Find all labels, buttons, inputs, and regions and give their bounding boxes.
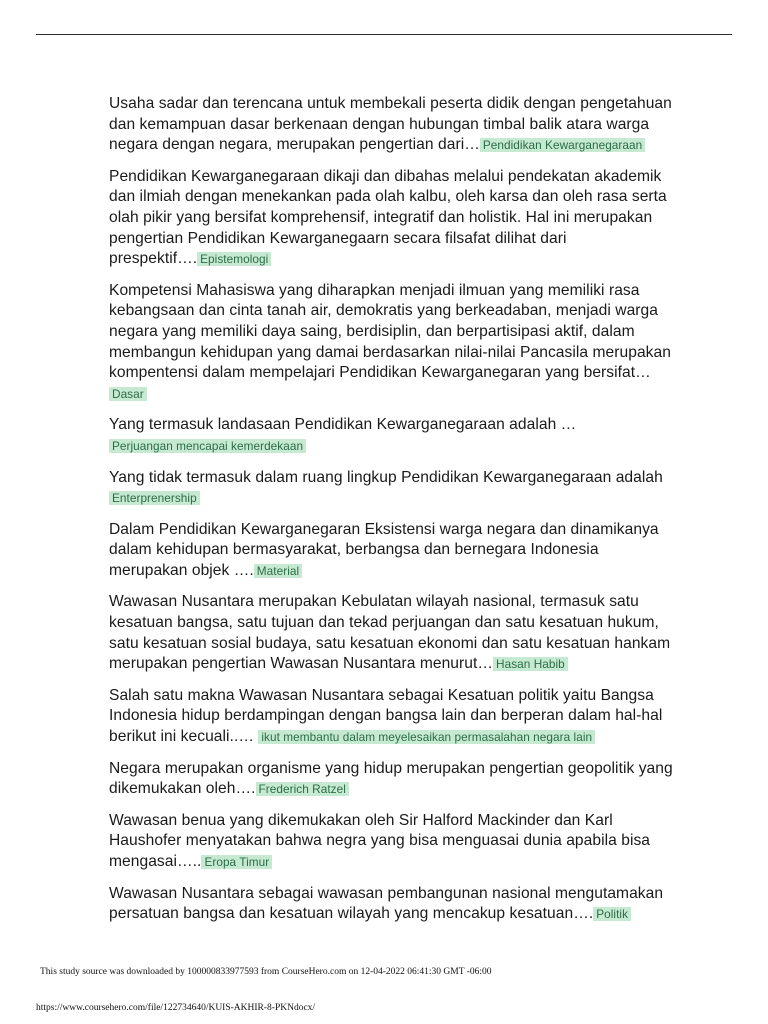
question-item (109, 167, 679, 270)
question-item (109, 520, 679, 582)
answer-highlight: Frederich Ratzel (256, 782, 349, 796)
answer-highlight: Politik (593, 907, 631, 921)
top-divider (36, 34, 732, 35)
question-text: Usaha sadar dan terencana untuk membekali peserta didik dengan pengetahuan dan kemampuan dasar berkenaan dengan hubungan timbal balik atara warga negara dengan negara, merupakan pengertian dari… (109, 95, 672, 154)
question-item (109, 415, 679, 456)
question-text: Wawasan Nusantara sebagai wawasan pembangunan nasional mengutamakan persatuan bangsa dan kesatuan wilayah yang mencakup kesatuan…. (109, 884, 664, 923)
quiz-content (109, 94, 679, 936)
question-item (109, 759, 679, 800)
answer-highlight: Material (254, 564, 302, 578)
question-text: Kompetensi Mahasiswa yang diharapkan menjadi ilmuan yang memiliki rasa kebangsaan dan cinta tanah air, demokratis yang berkeadaban, menjadi warga negara yang memiliki daya saing, berdisiplin, dan berpartisipasi aktif, dalam membangun kehidupan yang damai berdasarkan nilai-nilai Pancasila merupakan kompentensi dalam mempelajari Pendidikan Kewarganegaran yang bersifat… (109, 281, 671, 382)
question-item (109, 884, 679, 925)
question-text: Dalam Pendidikan Kewarganegaran Eksistensi warga negara dan dinamikanya dalam kehidupan bermasyarakat, berbangsa dan bernegara Indonesia merupakan objek …. (109, 520, 659, 579)
question-item (109, 811, 679, 873)
question-text: Yang tidak termasuk dalam ruang lingkup Pendidikan Kewarganegaraan adalah (109, 468, 663, 486)
answer-highlight: Pendidikan Kewarganegaraan (480, 138, 645, 152)
answer-highlight: Hasan Habib (493, 657, 568, 671)
source-watermark: This study source was downloaded by 100000833977593 from CourseHero.com on 12-04-2022 06:41:30 GMT -06:00 (40, 967, 492, 977)
question-item (109, 592, 679, 674)
source-url[interactable]: https://www.coursehero.com/file/122734640/KUIS-AKHIR-8-PKNdocx/ (36, 1003, 316, 1013)
question-item (109, 94, 679, 156)
question-item (109, 686, 679, 748)
question-text: Salah satu makna Wawasan Nusantara sebagai Kesatuan politik yaitu Bangsa Indonesia hidup berdampingan dengan bangsa lain dan berperan dalam hal-hal berikut ini kecuali..… (109, 686, 663, 746)
answer-highlight: Eropa Timur (201, 855, 272, 869)
question-text: Yang termasuk landasaan Pendidikan Kewarganegaraan adalah … (109, 416, 577, 434)
answer-highlight: Enterprenership (109, 491, 200, 505)
question-text: Negara merupakan organisme yang hidup merupakan pengertian geopolitik yang dikemukakan oleh…. (109, 759, 673, 798)
question-item (109, 468, 679, 509)
question-text: Pendidikan Kewarganegaraan dikaji dan dibahas melalui pendekatan akademik dan ilmiah dengan menekankan pada olah kalbu, oleh karsa dan oleh rasa serta olah pikir yang bersifat komprehensif, integratif dan holistik. Hal ini merupakan pengertian Pendidikan Kewarganegaarn secara filsafat dilihat dari prespektif…. (109, 167, 667, 268)
question-text: Wawasan benua yang dikemukakan oleh Sir Halford Mackinder dan Karl Haushofer menyatakan bahwa negra yang bisa menguasai dunia apabila bisa mengasai….. (109, 811, 651, 870)
answer-highlight: Epistemologi (197, 252, 271, 266)
answer-highlight: Dasar (109, 387, 147, 401)
answer-highlight: ikut membantu dalam meyelesaikan permasalahan negara lain (258, 730, 595, 744)
question-text: Wawasan Nusantara merupakan Kebulatan wilayah nasional, termasuk satu kesatuan bangsa, satu tujuan dan tekad perjuangan dan satu kesatuan hukum, satu kesatuan sosial budaya, satu kesatuan ekonomi dan satu kesatuan hankam merupakan pengertian Wawasan Nusantara menurut… (109, 593, 671, 673)
answer-highlight: Perjuangan mencapai kemerdekaan (109, 439, 306, 453)
question-item (109, 281, 679, 405)
